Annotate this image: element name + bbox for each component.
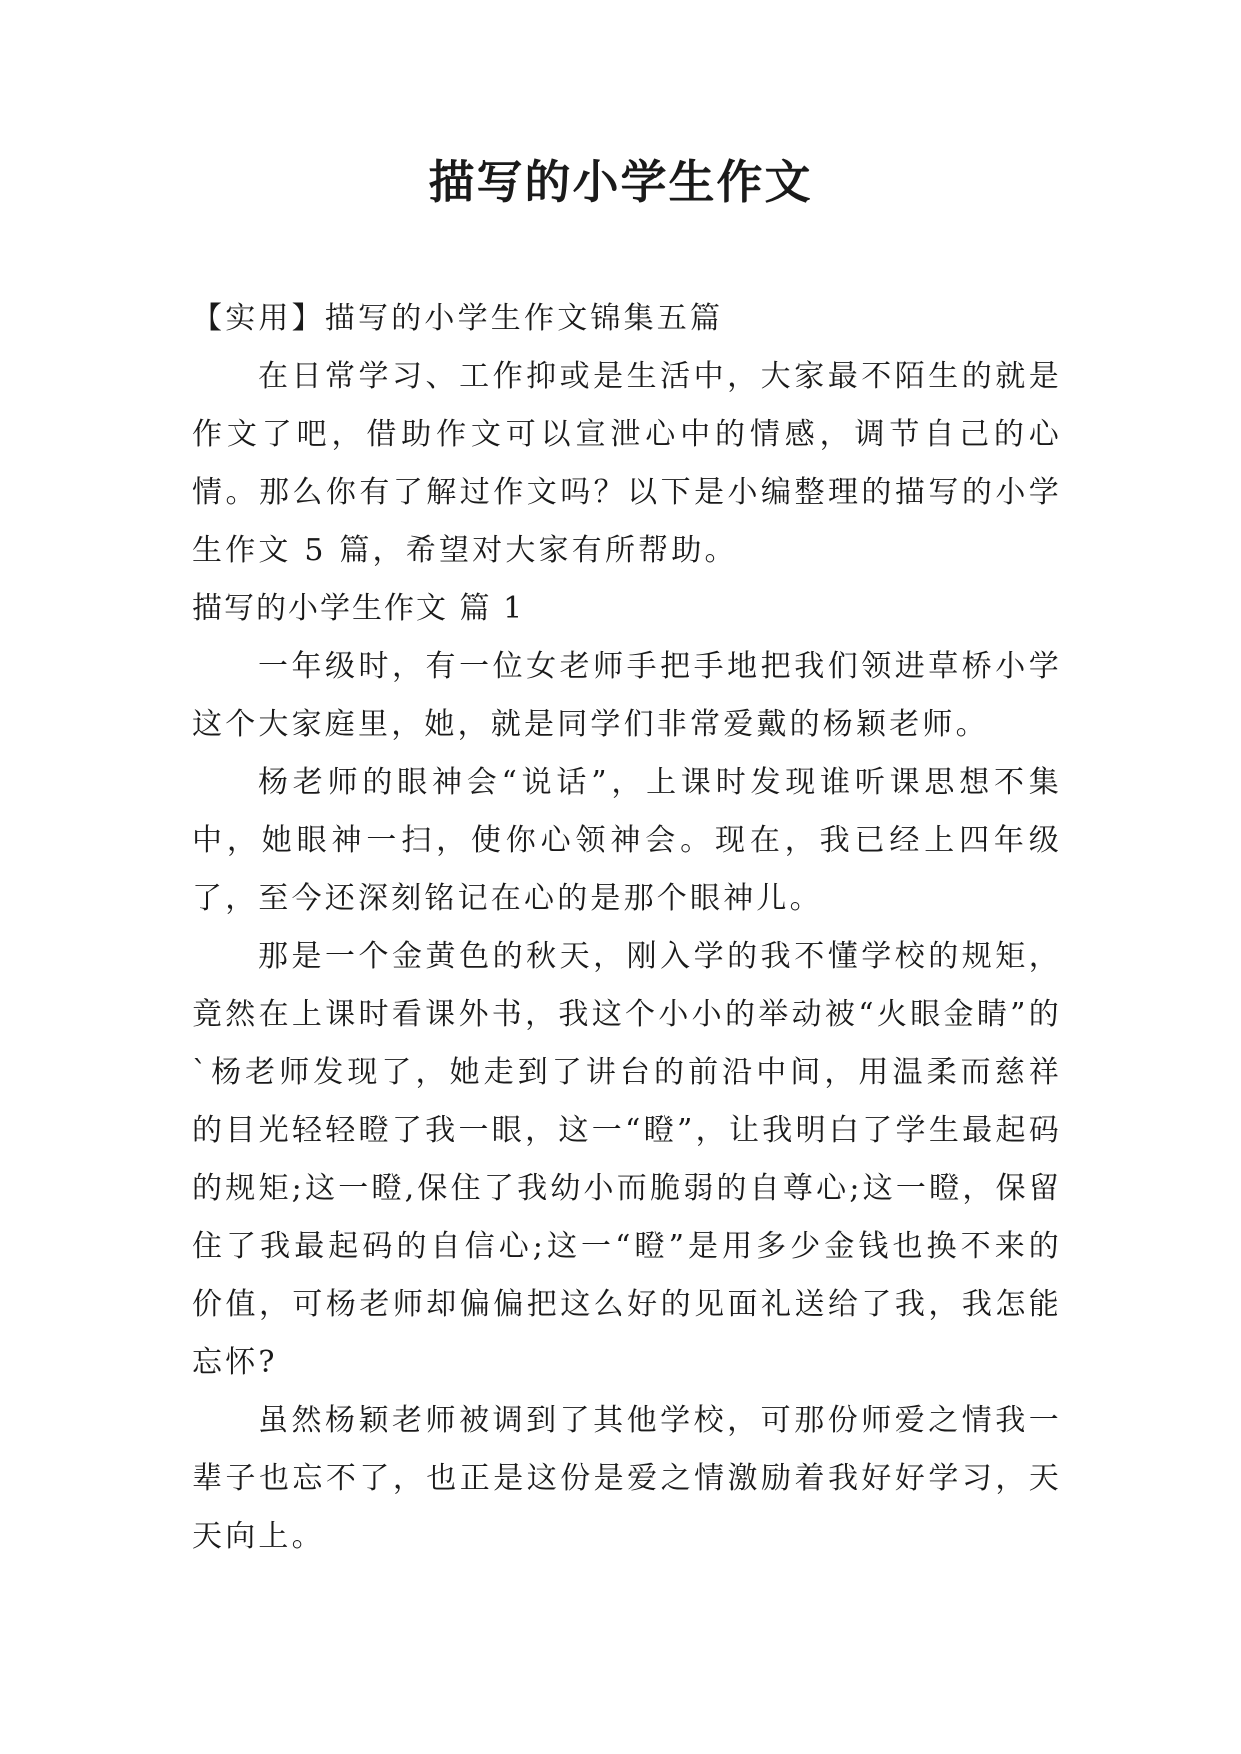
section-heading: 描写的小学生作文 篇 1: [192, 591, 525, 626]
paragraph: 那是一个金黄色的秋天，刚入学的我不懂学校的规矩，竟然在上课时看课外书，我这个小小的举动被“火眼金睛”的`杨老师发现了，她走到了讲台的前沿中间，用温柔而慈祥的目光轻轻瞪了我一眼，这一“瞪”，让我明白了学生最起码的规矩;这一瞪,保住了我幼小而脆弱的自尊心;这一瞪，保留住了我最起码的自信心;这一“瞪”是用多少金钱也换不来的价值，可杨老师却偏偏把这么好的见面礼送给了我，我怎能忘怀?: [192, 939, 1062, 1380]
intro-line: 【实用】描写的小学生作文锦集五篇: [192, 301, 724, 336]
paragraph: 虽然杨颖老师被调到了其他学校，可那份师爱之情我一辈子也忘不了，也正是这份是爱之情激励着我好好学习，天天向上。: [192, 1403, 1062, 1554]
document-body: [192, 290, 1062, 1566]
paragraph: 杨老师的眼神会“说话”，上课时发现谁听课思想不集中，她眼神一扫，使你心领神会。现在，我已经上四年级了，至今还深刻铭记在心的是那个眼神儿。: [192, 765, 1062, 916]
paragraph: 在日常学习、工作抑或是生活中，大家最不陌生的就是作文了吧，借助作文可以宣泄心中的情感，调节自己的心情。那么你有了解过作文吗？以下是小编整理的描写的小学生作文 5 篇，希望对大家有所帮助。: [192, 359, 1062, 568]
page-title: 描写的小学生作文: [428, 155, 813, 209]
paragraph: 一年级时，有一位女老师手把手地把我们领进草桥小学这个大家庭里，她，就是同学们非常爱戴的杨颖老师。: [192, 649, 1062, 742]
